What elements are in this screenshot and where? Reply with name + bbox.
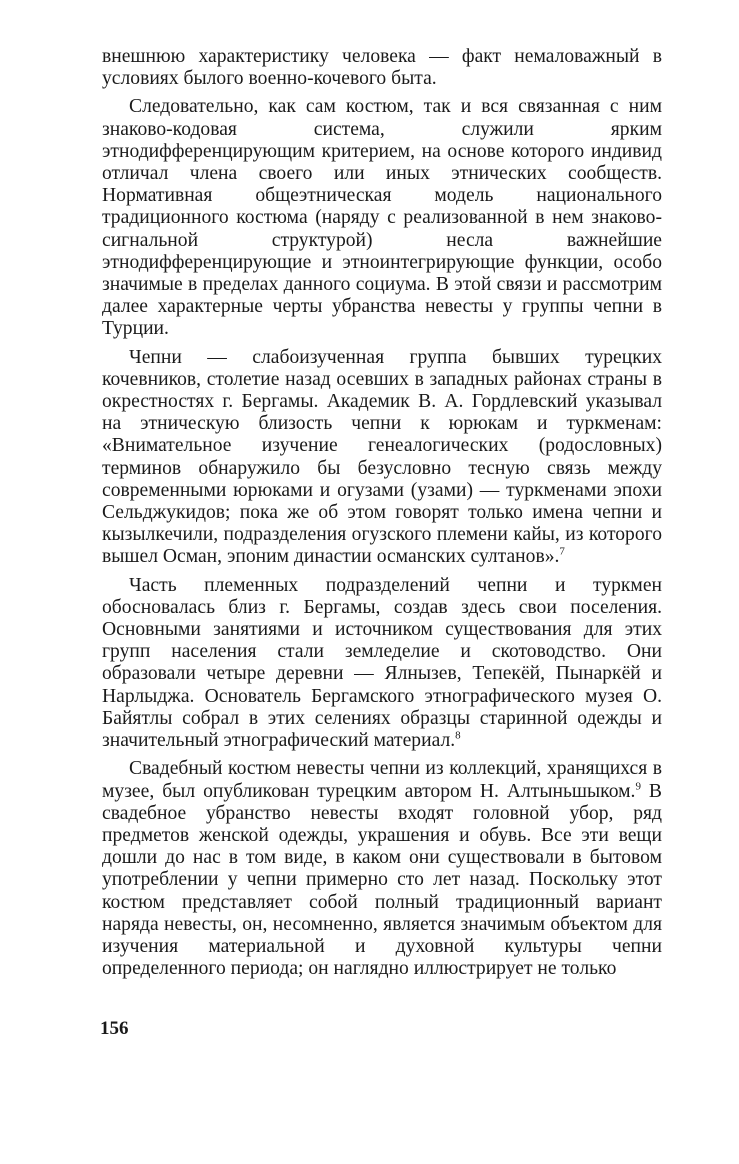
paragraph-3 [102, 347, 662, 569]
paragraph-1-text: внешнюю характеристику человека — факт немаловажный в условиях былого военно-кочевого быта. [102, 46, 662, 90]
paragraph-5-text-after: В свадебное убранство невесты входят головной убор, ряд предметов женской одежды, украшения и обувь. Все эти вещи дошли до нас в том виде, в каком они существовали в бытовом употреблении у чепни примерно сто лет назад. Поскольку этот костюм представляет собой полный традиционный вариант наряда невесты, он, несомненно, является значимым объектом для изучения материальной и духовной культуры чепни определенного периода; он наглядно иллюстрирует не только [102, 780, 662, 980]
paragraph-2-text: Следовательно, как сам костюм, так и вся связанная с ним знаково-кодовая система, служили ярким этнодифференцирующим критерием, на основе которого индивид отличал члена своего или иных этнических сообществ. Нормативная общеэтническая модель национального традиционного костюма (наряду с реализованной в нем знаково-сигнальной структурой) несла важнейшие этнодифференцирующие и этноинтегрирующие функции, особо значимые в пределах данного социума. В этой связи и рассмотрим далее характерные черты убранства невесты у группы чепни в Турции. [102, 96, 662, 340]
paragraph-2 [102, 96, 662, 340]
paragraph-5 [102, 758, 662, 980]
footnote-marker-8: 8 [455, 729, 461, 742]
page-body [102, 46, 662, 980]
paragraph-5-text-before: Свадебный костюм невесты чепни из коллекций, хранящихся в музее, был опубликован турецким автором Н. Алтыньшыком. [102, 758, 662, 802]
paragraph-4 [102, 575, 662, 753]
paragraph-3-text: Чепни — слабоизученная группа бывших турецких кочевников, столетие назад осевших в западных районах страны в окрестностях г. Бергамы. Академик В. А. Гордлевский указывал на этническую близость чепни к юрюкам и туркменам: «Внимательное изучение генеалогических (родословных) терминов обнаружило бы безусловно тесную связь между современными юрюками и огузами (узами) — туркменами эпохи Сельджукидов; пока же об этом говорят только имена чепни и кызылкечили, подразделения огузского племени кайы, из которого вышел Осман, эпоним династии османских султанов». [102, 346, 662, 568]
paragraph-1 [102, 46, 662, 90]
footnote-marker-7: 7 [559, 545, 565, 558]
page-number: 156 [100, 1018, 129, 1039]
footnote-marker-9: 9 [635, 779, 641, 792]
paragraph-4-text: Часть племенных подразделений чепни и туркмен обосновалась близ г. Бергамы, создав здесь свои поселения. Основными занятиями и источником существования для этих групп населения стали земледелие и скотоводство. Они образовали четыре деревни — Ялнызев, Тепекёй, Пынаркёй и Нарлыджа. Основатель Бергамского этнографического музея О. Байятлы собрал в этих селениях образцы старинной одежды и значительный этнографический материал. [102, 574, 662, 752]
